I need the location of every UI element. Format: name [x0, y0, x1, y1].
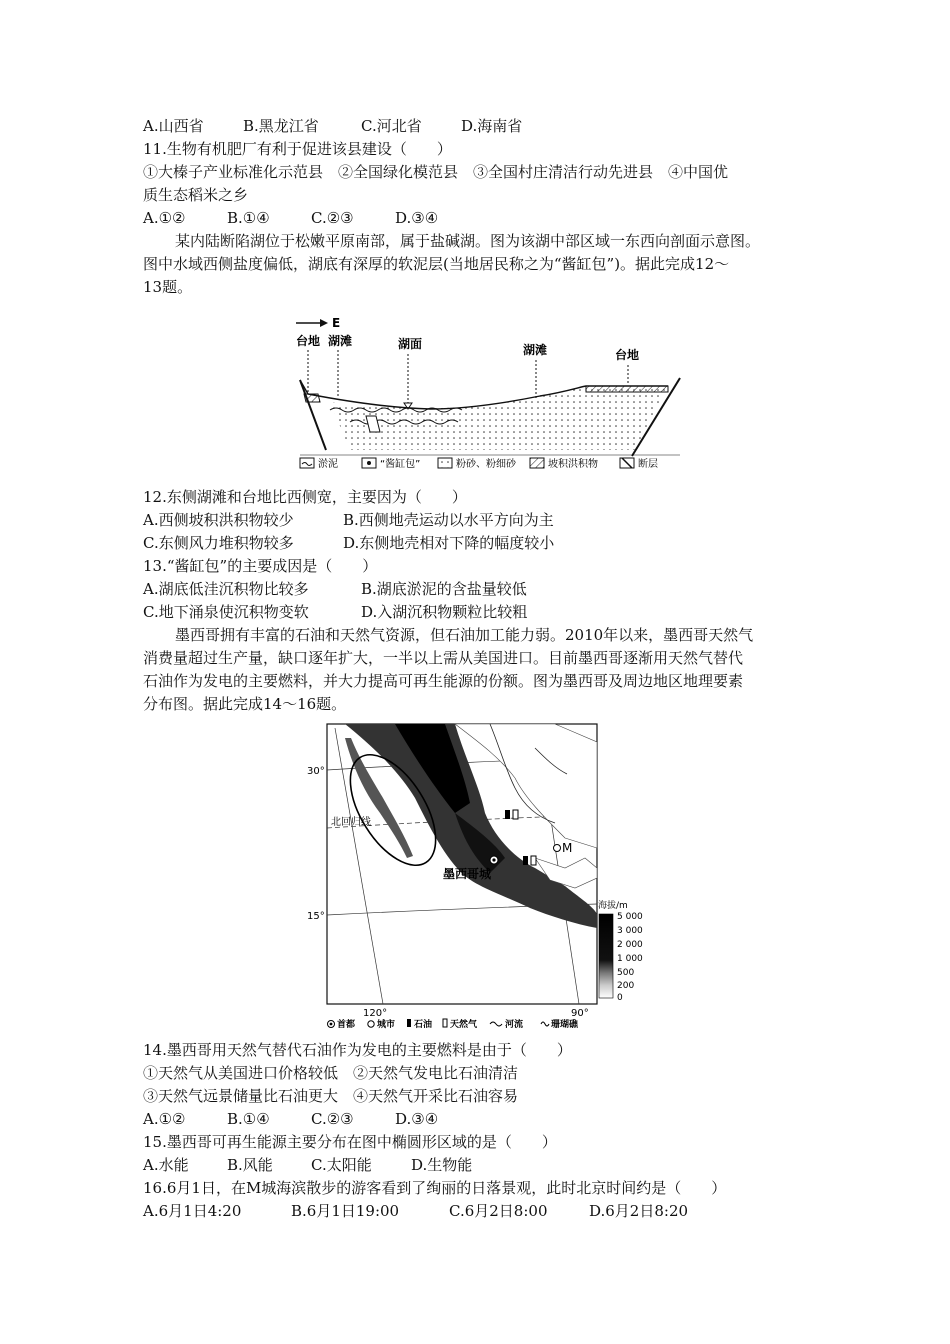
q14-option-d[interactable]: D.③④ [395, 1110, 439, 1128]
q10-option-a[interactable]: A.山西省 [143, 117, 204, 135]
q16-option-a[interactable]: A.6月1日4:20 [143, 1202, 242, 1220]
q13-options-row2 [143, 601, 527, 623]
elev-level-2: 2 000 [617, 940, 643, 950]
elev-level-4: 500 [617, 968, 635, 978]
legend-river: 河流 [505, 1020, 524, 1030]
q15-option-d[interactable]: D.生物能 [411, 1156, 473, 1174]
q14-items-line1: ①天然气从美国进口价格较低 ②天然气发电比石油清洁 [143, 1064, 519, 1082]
q15-stem: 15.墨西哥可再生能源主要分布在图中椭圆形区域的是（ ） [143, 1133, 557, 1151]
legend-slope-deposit: 坡积洪积物 [548, 459, 598, 470]
legend-capital: 首都 [337, 1020, 356, 1030]
q10-option-b[interactable]: B.黑龙江省 [243, 117, 319, 135]
q14-option-c[interactable]: C.②③ [311, 1110, 354, 1128]
q13-option-b[interactable]: B.湖底淤泥的含盐量较低 [361, 580, 527, 598]
q13-options-row1 [143, 578, 527, 600]
lat-30-label: 30° [307, 766, 325, 777]
legend-coral: 珊瑚礁 [551, 1020, 579, 1030]
direction-label: E [332, 316, 341, 330]
passage1-line3: 13题。 [143, 278, 193, 296]
lake-cross-section-figure [290, 310, 690, 480]
q11-items-line2: 质生态稻米之乡 [143, 186, 249, 204]
elev-level-6: 0 [617, 993, 623, 1003]
q12-options-row2 [143, 532, 554, 554]
label-east-beach: 湖滩 [523, 343, 548, 357]
q11-stem: 11.生物有机肥厂有利于促进该县建设（ ） [143, 140, 452, 158]
elev-level-5: 200 [617, 981, 635, 991]
passage2-line1: 墨西哥拥有丰富的石油和天然气资源，但石油加工能力弱。2010年以来，墨西哥天然气 [175, 626, 754, 644]
q14-options [143, 1108, 438, 1130]
figure1-legend [300, 457, 658, 470]
elev-level-1: 3 000 [617, 926, 643, 936]
q12-option-b[interactable]: B.西侧地壳运动以水平方向为主 [343, 511, 554, 529]
capital-marker [490, 856, 498, 864]
q13-option-a[interactable]: A.湖底低洼沉积物比较多 [143, 580, 309, 598]
q14-items-line2: ③天然气远景储量比石油更大 ④天然气开采比石油容易 [143, 1087, 519, 1105]
q10-options [143, 115, 522, 137]
q15-option-b[interactable]: B.风能 [227, 1156, 273, 1174]
elevation-legend [598, 899, 643, 1003]
label-west-beach: 湖滩 [328, 334, 353, 348]
passage2-line3: 石油作为发电的主要燃料，并大力提高可再生能源的份额。图为墨西哥及周边地区地理要素 [143, 672, 744, 690]
q14-stem: 14.墨西哥用天然气替代石油作为发电的主要燃料是由于（ ） [143, 1041, 572, 1059]
passage2-line4: 分布图。据此完成14～16题。 [143, 695, 347, 713]
q10-option-d[interactable]: D.海南省 [461, 117, 523, 135]
city-m-marker [554, 845, 561, 852]
passage1-line2: 图中水域西侧盐度偏低，湖底有深厚的软泥层(当地居民称之为“酱缸包”)。据此完成12～ [143, 255, 730, 273]
q13-option-c[interactable]: C.地下涌泉使沉积物变软 [143, 603, 309, 621]
elev-level-3: 1 000 [617, 954, 643, 964]
q11-option-c[interactable]: C.②③ [311, 209, 354, 227]
legend-silt: 淤泥 [318, 459, 338, 470]
q11-options [143, 207, 438, 229]
q12-stem: 12.东侧湖滩和台地比西侧宽，主要因为（ ） [143, 488, 467, 506]
q16-options [143, 1200, 688, 1222]
q10-option-c[interactable]: C.河北省 [361, 117, 422, 135]
q16-option-b[interactable]: B.6月1日19:00 [291, 1202, 400, 1220]
q15-option-c[interactable]: C.太阳能 [311, 1156, 372, 1174]
q11-option-b[interactable]: B.①④ [227, 209, 270, 227]
lat-15-label: 15° [307, 911, 325, 922]
q11-option-d[interactable]: D.③④ [395, 209, 439, 227]
direction-arrow [296, 316, 340, 330]
elev-level-0: 5 000 [617, 912, 643, 922]
legend-fault: 断层 [638, 459, 658, 470]
q12-option-a[interactable]: A.西侧坡积洪积物较少 [143, 511, 294, 529]
lon-120-label: 120° [363, 1008, 388, 1019]
legend-oil: 石油 [414, 1020, 433, 1030]
q16-stem: 16.6月1日，在M城海滨散步的游客看到了绚丽的日落景观，此时北京时间约是（ ） [143, 1179, 727, 1197]
legend-sand: 粉砂、粉细砂 [456, 459, 516, 470]
capital-label: 墨西哥城 [443, 867, 492, 881]
q14-option-b[interactable]: B.①④ [227, 1110, 270, 1128]
figure2-legend [328, 1018, 580, 1030]
q15-option-a[interactable]: A.水能 [143, 1156, 189, 1174]
q16-option-d[interactable]: D.6月2日8:20 [589, 1202, 689, 1220]
q13-stem: 13.“酱缸包”的主要成因是（ ） [143, 557, 378, 575]
elevation-title: 海拔/m [598, 901, 628, 911]
city-m-label: M [562, 841, 573, 855]
q16-option-c[interactable]: C.6月2日8:00 [449, 1202, 548, 1220]
q12-options-row1 [143, 509, 554, 531]
lon-90-label: 90° [571, 1008, 589, 1019]
label-east-platform: 台地 [615, 348, 640, 362]
legend-city: 城市 [377, 1020, 396, 1030]
label-lake-surface: 湖面 [398, 337, 423, 351]
label-west-platform: 台地 [296, 334, 321, 348]
q13-option-d[interactable]: D.入湖沉积物颗粒比较粗 [361, 603, 528, 621]
q14-option-a[interactable]: A.①② [143, 1110, 186, 1128]
tropic-label: 北回归线 [331, 817, 371, 828]
q11-items-line1: ①大榛子产业标准化示范县 ②全国绿化模范县 ③全国村庄清洁行动先进县 ④中国优 [143, 163, 729, 181]
q12-option-c[interactable]: C.东侧风力堆积物较多 [143, 534, 294, 552]
q11-option-a[interactable]: A.①② [143, 209, 186, 227]
q12-option-d[interactable]: D.东侧地壳相对下降的幅度较小 [343, 534, 555, 552]
legend-jianggangbao: “酱缸包” [380, 459, 421, 470]
passage1-line1: 某内陆断陷湖位于松嫩平原南部，属于盐碱湖。图为该湖中部区域一东西向剖面示意图。 [175, 232, 761, 250]
q15-options [143, 1154, 472, 1176]
legend-gas: 天然气 [450, 1020, 478, 1030]
passage2-line2: 消费量超过生产量，缺口逐年扩大，一半以上需从美国进口。目前墨西哥逐渐用天然气替代 [143, 649, 744, 667]
mexico-map-figure [305, 718, 643, 1030]
